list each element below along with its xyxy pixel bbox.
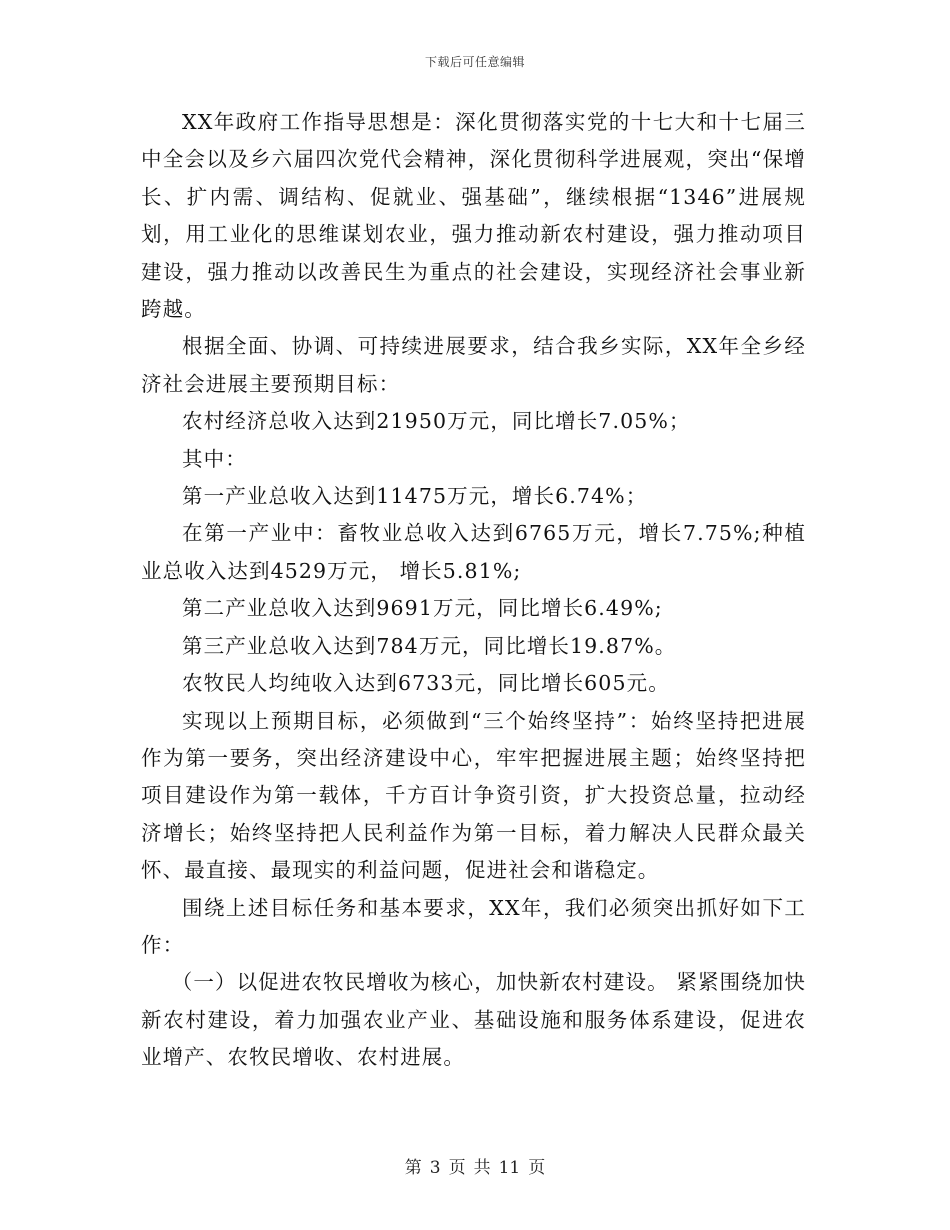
paragraph-rural-income: 农村经济总收入达到21950万元，同比增长7.05%； xyxy=(182,409,691,434)
paragraph-tertiary-industry: 第三产业总收入达到784万元，同比增长19.87%。 xyxy=(182,633,677,658)
paragraph-primary-industry: 第一产业总收入达到11475万元，增长6.74%； xyxy=(182,484,648,509)
paragraph-per-capita-income: 农牧民人均纯收入达到6733元，同比增长605元。 xyxy=(182,671,670,696)
footer-total-pages: 11 xyxy=(498,1158,521,1178)
footer-page-label: 页 xyxy=(448,1158,466,1178)
paragraph-three-persistences: 实现以上预期目标，必须做到“三个始终坚持”：始终坚持把进展作为第一要务，突出经济建设中心，牢牢把握进展主题；始终坚持把项目建设作为第一载体，千方百计争资引资，扩大投资总量，拉动经济增长；始终坚持把人民利益作为第一目标，着力解决人民群众最关怀、最直接、最现实的利益问题，促进社会和谐稳定。 xyxy=(141,708,806,883)
footer-prefix: 第 xyxy=(404,1158,422,1178)
paragraph-targets-intro: 根据全面、协调、可持续进展要求，结合我乡实际，XX年全乡经济社会进展主要预期目标： xyxy=(141,334,806,396)
paragraph-section-one: （一）以促进农牧民增收为核心，加快新农村建设。 紧紧围绕加快新农村建设，着力加强农业产业、基础设施和服务体系建设，促进农业增产、农牧民增收、农村进展。 xyxy=(141,970,806,1070)
footer-current-page: 3 xyxy=(429,1158,441,1178)
paragraph-guiding-ideology: XX年政府工作指导思想是：深化贯彻落实党的十七大和十七届三中全会以及乡六届四次党代会精神，深化贯彻科学进展观，突出“保增长、扩内需、调结构、促就业、强基础”，继续根据“1346”进展规划，用工业化的思维谋划农业，强力推动新农村建设，强力推动项目建设，强力推动以改善民生为重点的社会建设，实现经济社会事业新跨越。 xyxy=(141,110,806,322)
paragraph-secondary-industry: 第二产业总收入达到9691万元，同比增长6.49%; xyxy=(182,596,663,621)
paragraph-key-work-intro: 围绕上述目标任务和基本要求，XX年，我们必须突出抓好如下工作： xyxy=(141,895,806,957)
paragraph-among-them: 其中： xyxy=(182,446,247,471)
footer-total-label: 共 xyxy=(473,1158,491,1178)
paragraph-primary-breakdown: 在第一产业中：畜牧业总收入达到6765万元，增长7.75%;种植业总收入达到4529万元， 增长5.81%; xyxy=(141,521,806,583)
footer-suffix: 页 xyxy=(528,1158,546,1178)
page-footer xyxy=(0,1153,950,1178)
document-body xyxy=(141,104,806,1077)
page-header-note: 下载后可任意编辑 xyxy=(424,55,525,69)
